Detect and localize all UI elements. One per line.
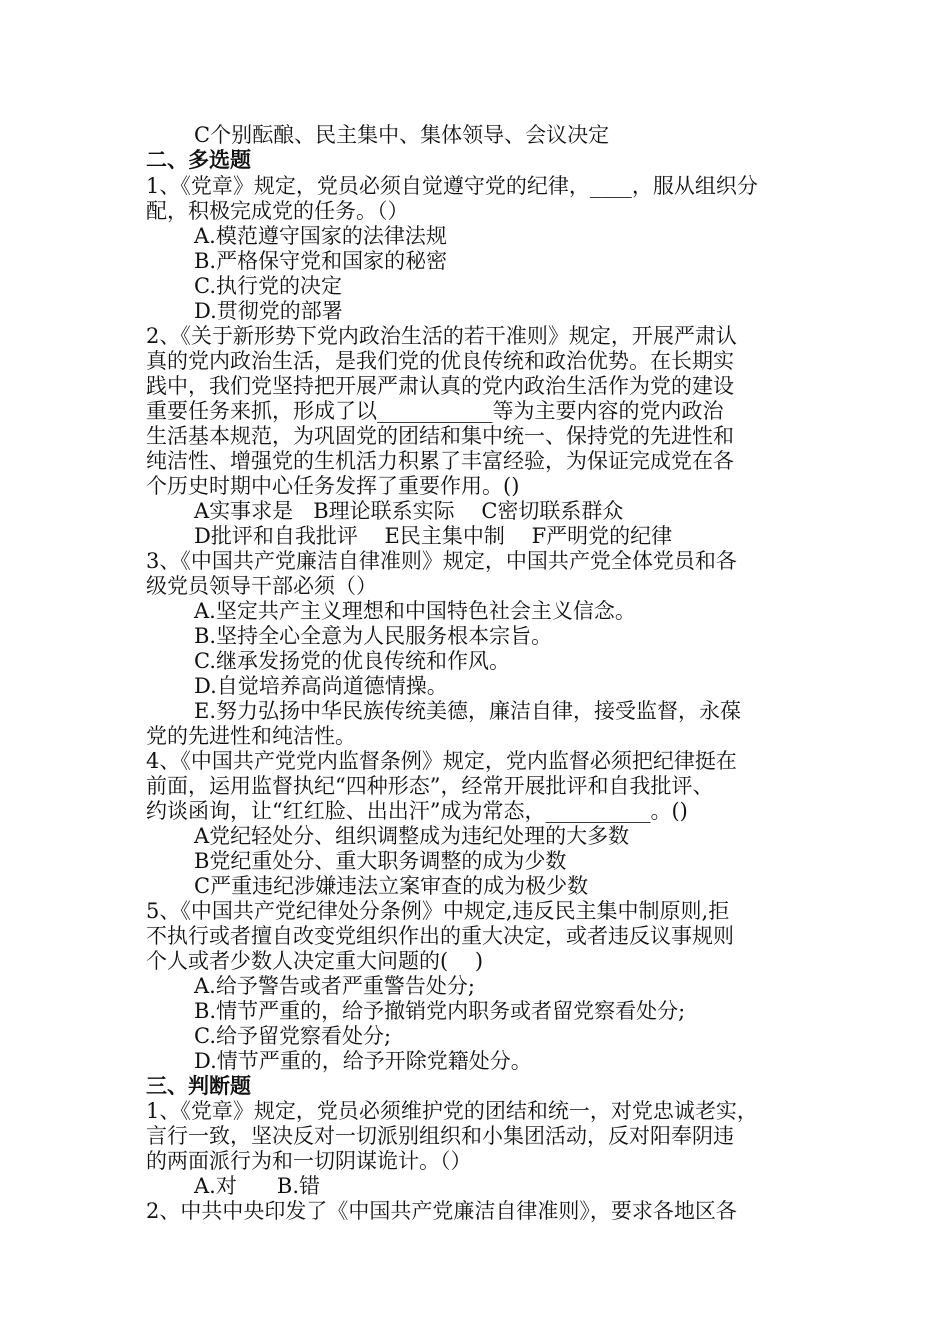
option-line: A.给予警告或者严重警告处分;	[194, 974, 475, 998]
section-heading: 二、多选题	[146, 148, 251, 172]
question-line: 生活基本规范，为巩固党的团结和集中统一、保持党的先进性和	[146, 424, 734, 448]
option-line: D批评和自我批评 E民主集中制 F严明党的纪律	[194, 524, 673, 548]
question-line: 1、《党章》规定，党员必须自觉遵守党的纪律，____，服从组织分	[146, 174, 758, 198]
question-line: 3、《中国共产党廉洁自律准则》规定，中国共产党全体党员和各	[146, 549, 737, 573]
question-line: 2、中共中央印发了《中国共产党廉洁自律准则》，要求各地区各	[146, 1199, 737, 1223]
option-line: C.继承发扬党的优良传统和作风。	[194, 649, 510, 673]
question-line: 个历史时期中心任务发挥了重要作用。()	[146, 474, 520, 498]
question-line: 配，积极完成党的任务。（）	[146, 199, 409, 223]
question-line: 真的党内政治生活，是我们党的优良传统和政治优势。在长期实	[146, 349, 734, 373]
option-line: C.执行党的决定	[194, 274, 342, 298]
question-line: 重要任务来抓，形成了以___________等为主要内容的党内政治	[146, 399, 724, 423]
option-line: A.对 B.错	[194, 1174, 320, 1198]
question-line: 个人或者少数人决定重大问题的( )	[146, 949, 484, 973]
option-line: A党纪轻处分、组织调整成为违纪处理的大多数	[194, 824, 630, 848]
option-line: C严重违纪涉嫌违法立案审查的成为极少数	[194, 874, 589, 898]
question-line: 不执行或者擅自改变党组织作出的重大决定，或者违反议事规则	[146, 924, 734, 948]
question-line: 5、《中国共产党纪律处分条例》中规定,违反民主集中制原则,拒	[146, 899, 730, 923]
question-line: 的两面派行为和一切阴谋诡计。（）	[146, 1149, 472, 1173]
option-line: B.坚持全心全意为人民服务根本宗旨。	[194, 624, 553, 648]
question-line: 约谈函询，让“红红脸、出出汗”成为常态，__________。()	[146, 799, 688, 823]
option-line: C.给予留党察看处分;	[194, 1024, 392, 1048]
question-line: 纯洁性、增强党的生机活力积累了丰富经验，为保证完成党在各	[146, 449, 734, 473]
option-line: B.严格保守党和国家的秘密	[194, 249, 448, 273]
question-line: 践中，我们党坚持把开展严肃认真的党内政治生活作为党的建设	[146, 374, 734, 398]
option-line: B党纪重处分、重大职务调整的成为少数	[194, 849, 567, 873]
option-line: D.贯彻党的部署	[194, 299, 343, 323]
option-line: A.坚定共产主义理想和中国特色社会主义信念。	[194, 599, 636, 623]
question-line: 1、《党章》规定，党员必须维护党的团结和统一，对党忠诚老实，	[146, 1099, 758, 1123]
option-line: B.情节严重的，给予撤销党内职务或者留党察看处分;	[194, 999, 686, 1023]
question-line: 4、《中国共产党党内监督条例》规定，党内监督必须把纪律挺在	[146, 749, 737, 773]
option-line: D.情节严重的，给予开除党籍处分。	[194, 1049, 532, 1073]
question-line: 级党员领导干部必须（）	[146, 574, 377, 598]
question-line: 言行一致，坚决反对一切派别组织和小集团活动，反对阳奉阴违	[146, 1124, 734, 1148]
text-line: C个别酝酿、民主集中、集体领导、会议决定	[194, 123, 610, 147]
question-line: 2、《关于新形势下党内政治生活的若干准则》规定，开展严肃认	[146, 324, 737, 348]
question-line: 前面，运用监督执纪“四种形态”，经常开展批评和自我批评、	[146, 774, 714, 798]
section-heading: 三、判断题	[146, 1074, 251, 1098]
option-line: D.自觉培养高尚道德情操。	[194, 674, 448, 698]
option-line-continued: 党的先进性和纯洁性。	[146, 724, 356, 748]
option-line: E.努力弘扬中华民族传统美德，廉洁自律，接受监督，永葆	[194, 699, 742, 723]
option-line: A实事求是 B理论联系实际 C密切联系群众	[194, 499, 624, 523]
option-line: A.模范遵守国家的法律法规	[194, 224, 447, 248]
